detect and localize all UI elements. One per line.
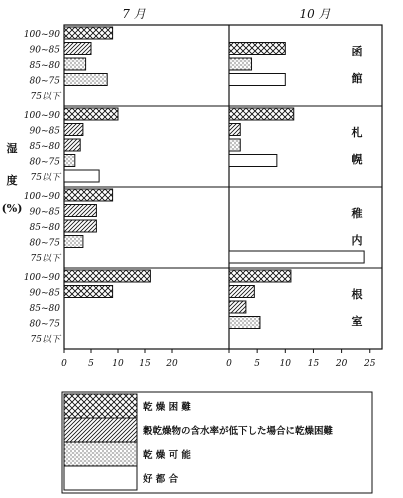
x-tick-label: 15 [139,359,151,369]
bar-函館-7月-85-80 [64,58,86,70]
x-tick-label: 0 [61,359,67,369]
bar-札幌-10月-90-85 [229,124,240,136]
x-tick-label: 5 [254,359,261,369]
category-label: 100~90 [23,30,60,40]
bar-根室-10月-85-80 [229,301,246,313]
chart-frame [64,25,382,349]
legend-swatch-diagonal [64,418,137,442]
bar-稚内-10月-75以下 [229,251,364,263]
bar-函館-10月-85-80 [229,58,252,70]
bar-稚内-7月-90-85 [64,205,96,217]
panel-title-oct: 10 月 [299,7,331,21]
category-label: 85~80 [29,223,60,233]
x-tick-label: 25 [364,359,376,369]
x-tick-label: 15 [307,359,320,369]
bar-根室-7月-90-85 [64,286,113,298]
category-label: 85~80 [29,61,60,71]
x-tick-label: 10 [279,359,292,369]
x-tick-label: 10 [112,359,124,369]
region-label-char: 札 [351,126,363,139]
category-label: 75以下 [30,254,60,264]
panel-title-jul: 7 月 [122,7,146,21]
bar-稚内-7月-85-80 [64,220,96,232]
x-tick-label: 20 [166,359,178,369]
region-label-char: 根 [351,288,363,301]
y-label-char-1: 湿 [6,142,18,155]
bar-札幌-10月-100-90 [229,108,294,120]
category-label: 80~75 [29,76,60,87]
x-tick-label: 5 [88,359,94,369]
bar-函館-7月-100-90 [64,27,113,39]
bar-根室-10月-90-85 [229,286,254,298]
category-label: 100~90 [23,192,60,202]
category-label: 100~90 [23,273,60,283]
legend-swatch-blank [64,466,137,490]
category-label: 75以下 [30,335,60,345]
region-label-char: 室 [351,315,363,328]
category-label: 90~85 [29,288,60,299]
legend-swatch-crosshatch [64,394,137,418]
category-label: 75以下 [30,173,60,183]
category-label: 85~80 [29,142,60,152]
bar-稚内-7月-80-75 [64,236,83,248]
bar-札幌-7月-90-85 [64,124,83,136]
region-label-char: 内 [351,234,363,247]
legend-label-blank: 好 都 合 [143,474,179,485]
bar-稚内-7月-100-90 [64,189,113,201]
category-label: 80~75 [29,238,60,249]
bar-札幌-7月-80-75 [64,155,75,167]
y-label-char-3: (%) [1,202,23,215]
category-label: 80~75 [29,157,60,168]
category-label: 90~85 [29,207,60,218]
category-label: 85~80 [29,304,60,314]
bar-根室-10月-100-90 [229,270,291,282]
bar-札幌-7月-100-90 [64,108,118,120]
legend [62,392,372,493]
category-label: 90~85 [29,45,60,56]
bar-函館-7月-90-85 [64,43,91,55]
bars [64,27,364,329]
region-label-char: 館 [351,72,363,85]
category-label: 100~90 [23,111,60,121]
category-label: 80~75 [29,319,60,330]
bar-札幌-7月-75以下 [64,170,99,182]
y-label-char-2: 度 [6,174,18,187]
bar-札幌-10月-85-80 [229,139,240,151]
category-labels [24,30,62,345]
bar-札幌-7月-85-80 [64,139,80,151]
bar-函館-10月-90-85 [229,43,285,55]
category-label: 75以下 [30,92,60,102]
region-label-char: 函 [351,45,363,58]
region-label-char: 幌 [351,153,363,166]
region-label-char: 稚 [351,207,363,220]
bar-根室-10月-80-75 [229,317,260,329]
legend-label-dots: 乾 燥 可 能 [143,450,191,461]
x-tick-label: 0 [226,359,232,369]
legend-label-crosshatch: 乾 燥 困 難 [143,402,191,413]
legend-swatch-dots [64,442,137,466]
bar-函館-7月-80-75 [64,74,107,86]
region-labels [351,44,363,328]
category-label: 90~85 [29,126,60,137]
y-axis-label [2,141,23,215]
bar-根室-7月-100-90 [64,270,150,282]
legend-label-diagonal: 穀乾燥物の含水率が低下した場合に乾燥困難 [143,426,334,437]
bar-函館-10月-80-75 [229,74,285,86]
x-ticks [61,349,376,369]
x-tick-label: 20 [335,359,348,369]
bar-札幌-10月-80-75 [229,155,277,167]
